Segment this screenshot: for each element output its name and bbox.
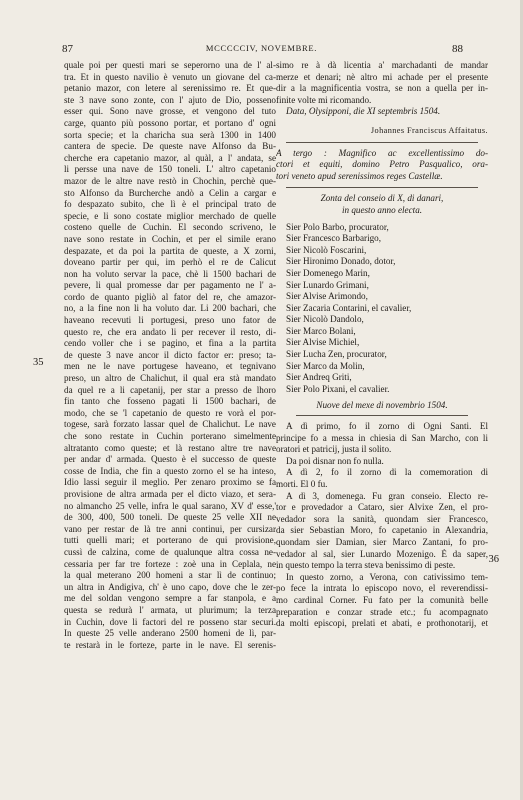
diary-line: quondam sier Damian, sier Marco Zantani, fo pro- <box>276 536 488 547</box>
diary-line: in questo tempo la terra steva benissimo di peste. <box>276 560 456 571</box>
council-member: Sier Domenego Marin, <box>286 267 370 278</box>
diary-line: vedador sora la sanità, quondam sier Francesco, <box>276 513 488 524</box>
address-line: A tergo : Magnifico ac excellentissimo do- <box>276 147 488 158</box>
text-line: questa se redurà l' armata, ut plurimum; la terza <box>64 604 276 615</box>
divider <box>286 187 478 188</box>
text-line: me del soldan vengono sempre a far stanpola, e a <box>64 593 276 604</box>
zonta-line: Zonta del conseio di X, di danari, <box>320 193 444 204</box>
zonta-line: in questo anno electa. <box>341 204 423 215</box>
divider <box>296 415 468 416</box>
text-line: preso, un altro de Chalichut, il qual era stà mandato <box>64 373 276 384</box>
letter-closing <box>276 60 488 106</box>
diary-line: vedador al sal, sier Lunardo Mozenigo. È da saper, <box>276 548 488 559</box>
diary-entries <box>276 421 488 630</box>
text-line: ste 3 nave sono zonte, con l' ajuto de Dio, posseno <box>64 94 276 105</box>
text-line: togese, sarà forzato lassar quel de Chalichut. Le nave <box>64 419 276 430</box>
text-line: cussì de calzina, come de qualunque altra cossa ne- <box>64 546 276 557</box>
text-line: merze et denari; nè altro mi achade per el presente <box>276 71 488 82</box>
text-line: non ha voluto servar la pace, chè li 1500 bachari de <box>64 268 276 279</box>
diary-line: Da poi disnar non fo nulla. <box>286 455 384 466</box>
text-line: nave sono restate in Cochin, et per el simile erano <box>64 233 276 244</box>
divider <box>286 142 478 143</box>
council-member: Sier Francesco Barbarigo, <box>286 233 382 244</box>
text-line: fo despazato subito, che lì è el principal trato de <box>64 199 276 210</box>
zonta-heading <box>276 193 488 216</box>
text-line: mazor de le altre nave restò in Chochin, perchè que- <box>64 175 276 186</box>
text-line: carge, quanto più possono portar, et portano d' ogni <box>64 117 276 128</box>
text-line: cherche era capetanio mazor, al quàl, a l' andata, se <box>64 152 276 163</box>
text-line: vano per restar de là tre anni continui, per cursizar <box>64 523 276 534</box>
text-line: esser qui. Sono nave grosse, et vengono del tuto <box>64 106 276 117</box>
text-line: costeno quelle de Cuchin. El secondo scriveno, le <box>64 222 276 233</box>
text-line: haveano recevuti li portugesi, preso uno fator de <box>64 315 276 326</box>
council-member: Sier Lucha Zen, procurator, <box>286 349 387 360</box>
text-line: in Cuchin, dove li factori del re posseno star securi. <box>64 616 276 627</box>
text-line: modo, che se 'l capetanio de questo re vorà el por- <box>64 407 276 418</box>
text-line: cantera de specie. De queste nave Alfonso da Bu- <box>64 141 276 152</box>
text-line: Idio lassi seguir il meglio. Per zenaro proximo se fa <box>64 477 276 488</box>
text-line: cordo de quanto pigliò al fator del re, che amazor- <box>64 291 276 302</box>
text-line: dir a la magnificentia vostra, se non a quella per in- <box>276 83 488 94</box>
text-line: da quel re a li capetanij, per star a presso de lhoro <box>64 384 276 395</box>
text-line: la qual meterano 200 homeni a star lì de continuo; <box>64 570 276 581</box>
diary-line: A dì 3, domenega. Fu gran conseio. Electo re- <box>286 490 488 501</box>
diary-line: da sier Sebastian Moro, fo capetanio in Alexandria, <box>276 525 488 536</box>
text-line: men ne le nave portugese haveano, et tegnivano <box>64 361 276 372</box>
diary-line: da molti episcopi, prelati et abati, e prothonotarij, et <box>276 618 488 629</box>
diary-line: In questo zorno, a Verona, con cativissimo tem- <box>286 571 488 582</box>
dateline: Data, Olysipponi, die XI septembris 1504. <box>286 106 441 117</box>
page-number-right: 88 <box>452 43 463 55</box>
text-line: no almancho 25 velle, infra le qual sarano, XV d' esse,' <box>64 500 276 511</box>
text-line: tutti quelli mari; et porterano de qui provisione, <box>64 535 276 546</box>
left-column <box>64 60 276 651</box>
diary-line: principe fo a messa in chiesia di San Marcho, con li <box>276 432 488 443</box>
council-member: Sier Andreq Griti, <box>286 372 352 383</box>
diary-line: oratori et patricij, justa il solito. <box>276 444 392 455</box>
text-line: pevere, li qual promesse dar per pagamento ne l' a- <box>64 280 276 291</box>
text-line: despazate, et da poi la partita de queste, a X zorni, <box>64 245 276 256</box>
council-member: Sier Polo Pixani, el cavalier. <box>286 383 390 394</box>
text-line: te restarà in le forteze, parte in le nave. El serenis- <box>64 639 276 650</box>
text-line: che sono restate in Cuchin porterano simelmente <box>64 431 276 441</box>
diary-line: A dì primo, fo il zorno di Ogni Santi. El <box>286 421 488 432</box>
text-line: fin tanto che fosseno pagati li 1500 bachari, de <box>64 396 276 407</box>
text-line: sto Alfonso da Burcherche andò a Celin a cargar e <box>64 187 276 198</box>
text-line: no, a la fine non li ha voluto dar. Li 200 bachari, che <box>64 303 276 314</box>
council-member: Sier Alvise Arimondo, <box>286 291 368 302</box>
text-line: finite volte mi ricomando. <box>276 94 372 105</box>
text-line: altratanto como queste; et là restano altre tre nave <box>64 442 276 453</box>
diary-line: tor e provedador a Cataro, sier Alvixe Zen, el pro- <box>276 502 488 513</box>
text-line: simo re à dà licentia a' marchadanti de mandar <box>276 60 488 70</box>
council-members-list <box>276 222 488 396</box>
text-line: questo re, che era andato li per recever il resto, di- <box>64 326 276 337</box>
text-line: cosse de India, che fin a questo zorno el se ha inteso, <box>64 465 276 476</box>
text-line: tra. Et in questo navilio è venuto un giovane del ca- <box>64 71 276 82</box>
margin-number-left: 35 <box>33 357 44 368</box>
text-line: quale poi per questi mari se seperorno una de l' al- <box>64 60 276 70</box>
margin-number-right: 36 <box>488 554 499 565</box>
council-member: Sier Marco Bolani, <box>286 325 356 336</box>
page-number-left: 87 <box>62 43 73 55</box>
diary-line: morti. El 0 fu. <box>276 479 328 489</box>
text-line: un altra in Andigiva, ch' è uno capo, dove che le zer- <box>64 581 276 592</box>
diary-line: mo cardinal Corner. Fu fato per la comunità belle <box>276 594 488 605</box>
running-header <box>0 43 523 59</box>
diary-line: A dì 2, fo il zorno di la comemoration di <box>286 467 488 478</box>
council-member: Sier Nicolò Dandolo, <box>286 314 364 325</box>
text-line: cessaria per far tre forteze : zoè una in Ceplala, ne <box>64 558 276 569</box>
council-member: Sier Nicolò Foscarini, <box>286 244 367 255</box>
text-line: de queste 3 nave ancor il dicto factor er: preso; ta- <box>64 349 276 360</box>
section-title: Nuove del mexe di novembrio 1504. <box>316 400 448 411</box>
council-member: Sier Lunardo Grimani, <box>286 279 369 290</box>
council-member: Sier Marco da Molin, <box>286 360 365 371</box>
text-line: cendo voller che i se pagino, et fina a la partita <box>64 338 276 349</box>
address-line: tori veneto apud serenissimos reges Castellæ. <box>276 170 443 181</box>
text-line: sorta specie; et la charicha sua serà 1300 in 1400 <box>64 129 276 140</box>
address-block <box>276 148 488 183</box>
council-member: Sier Polo Barbo, procurator, <box>286 221 389 232</box>
letter-author: Johannes Franciscus Affaitatus. <box>370 125 488 135</box>
council-member: Sier Alvise Michiel, <box>286 337 360 348</box>
diary-line: preparation e conzar strade etc.; fu acompagnato <box>276 606 488 617</box>
text-line: per andar d' armada. Questo è el successo de queste <box>64 454 276 465</box>
running-title: MCCCCCIV, NOVEMBRE. <box>205 43 318 53</box>
text-line: In queste 25 velle anderano 2500 homeni de lì, par- <box>64 628 276 639</box>
text-line: doveano partir per qui, im perhò el re de Calicut <box>64 257 276 268</box>
text-line: petanio mazor, con letere al serenissimo re. Et que- <box>64 83 276 94</box>
council-member: Sier Hironimo Donado, dotor, <box>286 256 396 267</box>
text-line: provisione de altra armada per el dicto viazo, et sera- <box>64 488 276 499</box>
diary-line: po fece la intrata lo episcopo novo, el reverendissi- <box>276 583 488 594</box>
council-member: Sier Zacaria Contarini, el cavalier, <box>286 302 412 313</box>
address-line: ctori et equiti, domino Petro Pasqualico, ora- <box>276 159 488 170</box>
text-line: specie, e li sono costate miglior merchado de quelle <box>64 210 276 221</box>
right-column <box>276 60 488 630</box>
text-line: de 300, 400, 500 toneli. De queste 25 velle XII ne <box>64 512 276 523</box>
text-line: li persse una nave de 150 toneli. L' altro capetanio <box>64 164 276 175</box>
